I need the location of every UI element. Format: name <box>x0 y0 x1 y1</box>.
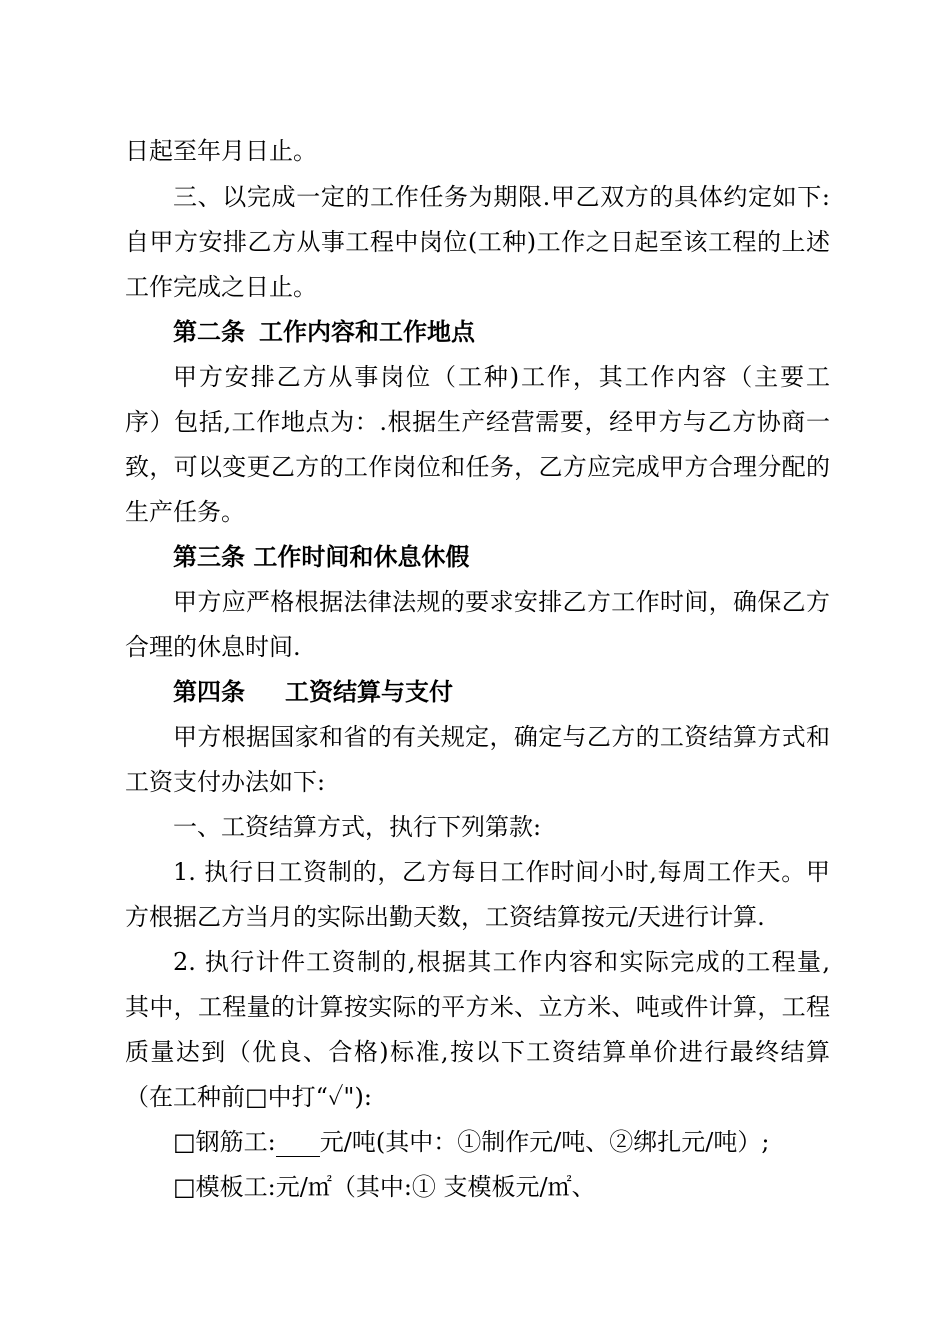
text-line: 工作完成之日止。 <box>125 273 317 301</box>
text-line: 生产任务。 <box>125 498 245 526</box>
text-line: □模板工:元/㎡（其中:① 支模板元/㎡、 <box>173 1173 596 1201</box>
article-title: 工资结算与支付 <box>285 677 453 706</box>
text-line: 2. 执行计件工资制的,根据其工作内容和实际完成的工程量, <box>173 948 830 976</box>
text-line: 三、以完成一定的工作任务为期限.甲乙双方的具体约定如下: <box>173 183 830 211</box>
article-title: 工作内容和工作地点 <box>259 317 475 346</box>
text-line: 序）包括,工作地点为：.根据生产经营需要，经甲方与乙方协商一 <box>125 408 830 436</box>
article-3-heading <box>173 542 830 572</box>
text-line: 合理的休息时间. <box>125 633 301 661</box>
text-line: 工资支付办法如下: <box>125 768 326 796</box>
text-line: 甲方应严格根据法律法规的要求安排乙方工作时间，确保乙方 <box>173 588 830 616</box>
text-line: 其中，工程量的计算按实际的平方米、立方米、吨或件计算，工程 <box>125 993 830 1021</box>
article-4-heading <box>173 677 830 707</box>
article-number: 第三条 <box>173 542 245 571</box>
text-line: 方根据乙方当月的实际出勤天数，工资结算按元/天进行计算. <box>125 903 765 931</box>
text-line: 甲方根据国家和省的有关规定，确定与乙方的工资结算方式和 <box>173 723 830 751</box>
fill-blank <box>276 1132 320 1157</box>
article-2-heading <box>173 317 830 347</box>
article-title: 工作时间和休息休假 <box>253 542 470 571</box>
text-line: 致，可以变更乙方的工作岗位和任务，乙方应完成甲方合理分配的 <box>125 453 830 481</box>
text-line: 一、工资结算方式，执行下列第款: <box>173 813 542 841</box>
rebar-line <box>173 1127 830 1157</box>
rebar-text: 元/吨(其中：①制作元/吨、②绑扎元/吨）; <box>319 1128 770 1156</box>
rebar-label: □钢筋工: <box>173 1128 276 1156</box>
article-number: 第二条 <box>173 317 245 346</box>
text-line: 日起至年月日止。 <box>125 137 317 165</box>
text-line: 自甲方安排乙方从事工程中岗位(工种)工作之日起至该工程的上述 <box>125 228 830 256</box>
text-line: 甲方安排乙方从事岗位（工种)工作，其工作内容（主要工 <box>173 363 830 391</box>
text-line: 质量达到（优良、合格)标准,按以下工资结算单价进行最终结算 <box>125 1038 830 1066</box>
text-line: 1. 执行日工资制的，乙方每日工作时间小时,每周工作天。甲 <box>173 858 830 886</box>
text-line: （在工种前□中打“✓"): <box>125 1083 372 1111</box>
article-number: 第四条 <box>173 677 245 706</box>
